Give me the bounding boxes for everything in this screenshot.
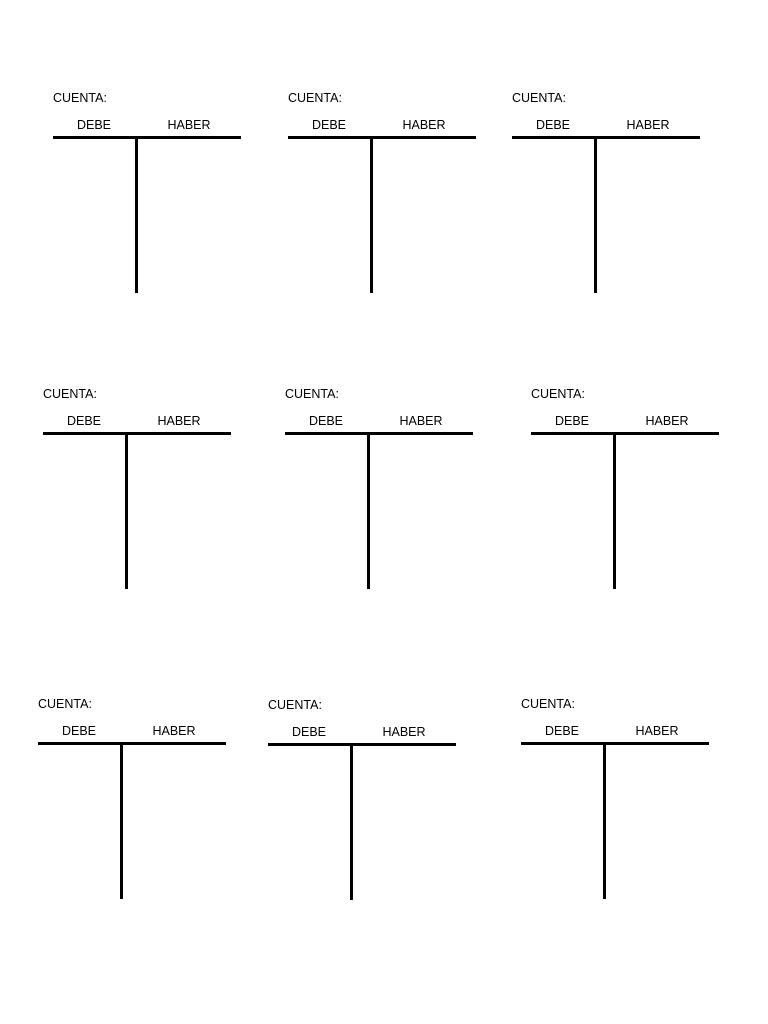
credit-column-label: HABER xyxy=(382,725,426,739)
credit-column-label: HABER xyxy=(399,414,443,428)
t-account-horizontal-line xyxy=(288,136,476,139)
t-account-1 xyxy=(53,91,241,301)
t-account-horizontal-line xyxy=(521,742,709,745)
t-account-4 xyxy=(43,387,231,597)
t-account-7 xyxy=(38,697,226,907)
t-account-8 xyxy=(268,698,456,908)
t-account-vertical-line xyxy=(603,742,606,899)
debit-column-label: DEBE xyxy=(535,118,571,132)
debit-column-label: DEBE xyxy=(311,118,347,132)
t-account-horizontal-line xyxy=(285,432,473,435)
credit-column-label: HABER xyxy=(402,118,446,132)
credit-column-label: HABER xyxy=(635,724,679,738)
t-account-vertical-line xyxy=(120,742,123,899)
credit-column-label: HABER xyxy=(152,724,196,738)
t-account-2 xyxy=(288,91,476,301)
debit-column-label: DEBE xyxy=(66,414,102,428)
t-account-9 xyxy=(521,697,709,907)
account-title: CUENTA: xyxy=(268,698,322,712)
debit-column-label: DEBE xyxy=(544,724,580,738)
debit-column-label: DEBE xyxy=(76,118,112,132)
debit-column-label: DEBE xyxy=(554,414,590,428)
t-account-3 xyxy=(512,91,700,301)
t-account-vertical-line xyxy=(350,743,353,900)
account-title: CUENTA: xyxy=(512,91,566,105)
debit-column-label: DEBE xyxy=(308,414,344,428)
debit-column-label: DEBE xyxy=(291,725,327,739)
credit-column-label: HABER xyxy=(157,414,201,428)
credit-column-label: HABER xyxy=(167,118,211,132)
t-account-horizontal-line xyxy=(268,743,456,746)
t-account-horizontal-line xyxy=(53,136,241,139)
debit-column-label: DEBE xyxy=(61,724,97,738)
t-account-vertical-line xyxy=(367,432,370,589)
t-account-horizontal-line xyxy=(512,136,700,139)
t-account-vertical-line xyxy=(613,432,616,589)
t-account-5 xyxy=(285,387,473,597)
t-account-vertical-line xyxy=(594,136,597,293)
account-title: CUENTA: xyxy=(53,91,107,105)
t-account-vertical-line xyxy=(370,136,373,293)
account-title: CUENTA: xyxy=(38,697,92,711)
credit-column-label: HABER xyxy=(626,118,670,132)
t-account-horizontal-line xyxy=(43,432,231,435)
t-account-vertical-line xyxy=(125,432,128,589)
credit-column-label: HABER xyxy=(645,414,689,428)
t-account-6 xyxy=(531,387,719,597)
account-title: CUENTA: xyxy=(288,91,342,105)
t-account-horizontal-line xyxy=(38,742,226,745)
account-title: CUENTA: xyxy=(43,387,97,401)
account-title: CUENTA: xyxy=(531,387,585,401)
account-title: CUENTA: xyxy=(285,387,339,401)
account-title: CUENTA: xyxy=(521,697,575,711)
t-account-horizontal-line xyxy=(531,432,719,435)
t-account-vertical-line xyxy=(135,136,138,293)
